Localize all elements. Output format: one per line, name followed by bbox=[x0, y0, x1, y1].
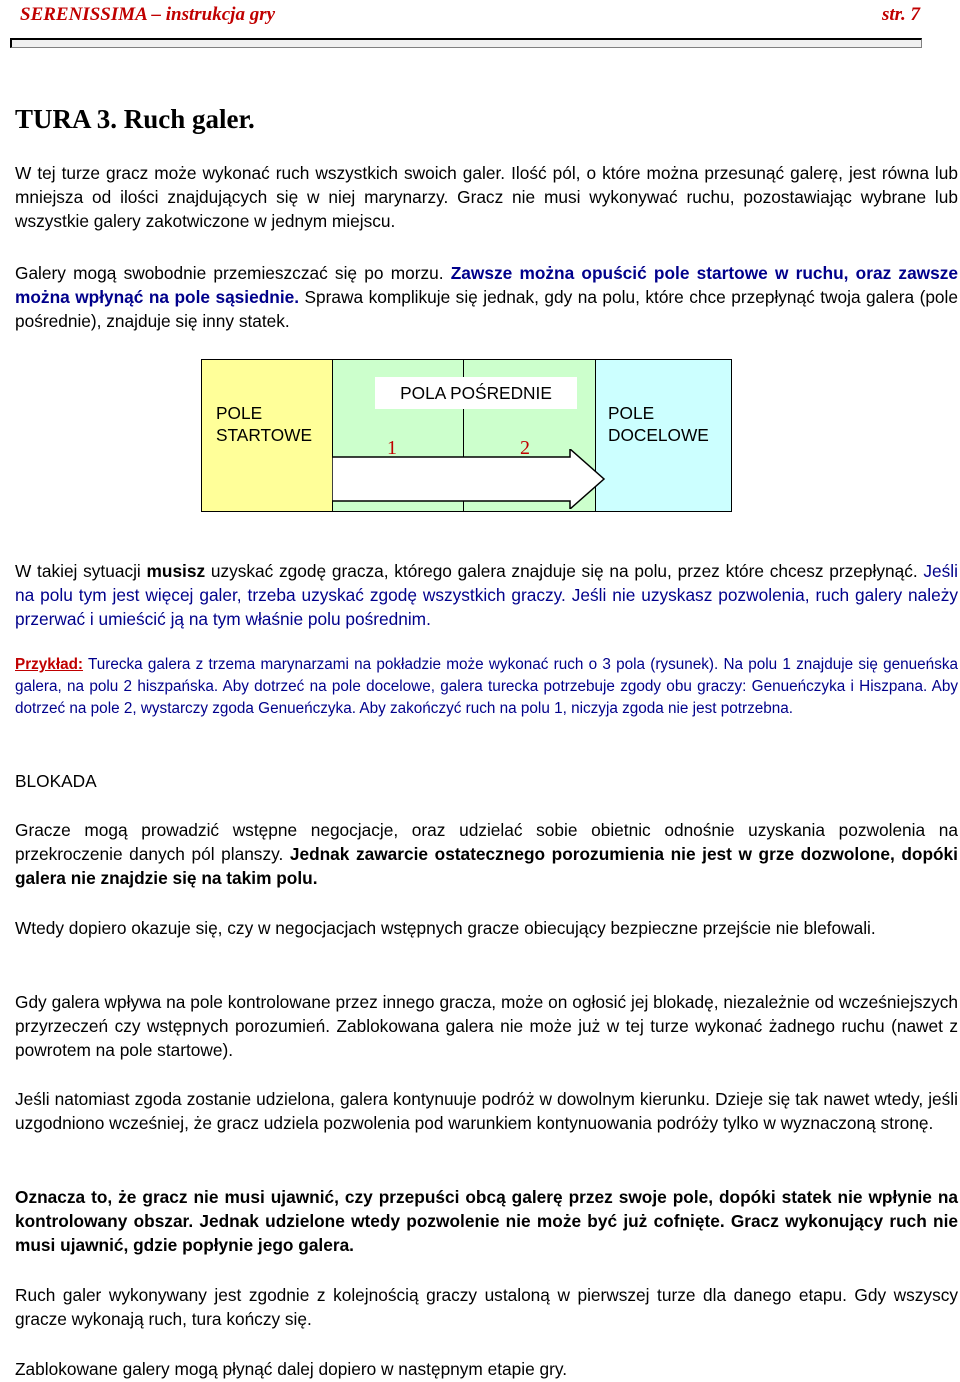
consent-text-d: Jeśli na polu tym jest więcej galer, trzeba uzyskać zgodę wszystkich graczy. Jeśli nie uzyskasz pozwolenia, ruch galery należy przerwać i umieścić ją na tym właśnie polu pośrednim. bbox=[15, 561, 958, 629]
movement-diagram bbox=[201, 359, 732, 512]
field-number-1: 1 bbox=[387, 437, 397, 459]
start-field bbox=[201, 359, 333, 512]
paragraph-disclosure: Oznacza to, że gracz nie musi ujawnić, czy przepuści obcą galerę przez swoje pole, dopóki statek nie wpłynie na kontrolowany obszar. Jednak udzielone wtedy pozwolenie nie może być już cofnięte. Gracz wykonujący ruch nie musi ujawnić, gdzie popłynie jego galera. bbox=[15, 1187, 958, 1255]
paragraph-blockade: Gdy galera wpływa na pole kontrolowane przez innego gracza, może on ogłosić jej blokadę, niezależnie od wcześniejszych przyrzeczeń czy wstępnych porozumień. Zablokowana galera nie może już w tej turze wykonać żadnego ruchu (nawet z powrotem na pole startowe). bbox=[15, 992, 958, 1060]
section-title: TURA 3. Ruch galer. bbox=[15, 104, 255, 134]
target-label-line1: POLE bbox=[608, 403, 655, 423]
consent-text-must: musisz bbox=[146, 561, 206, 581]
paragraph-negotiation bbox=[15, 818, 958, 890]
negotiation-text: Gracze mogą prowadzić wstępne negocjacje, oraz udzielać sobie obietnic odnośnie uzyskania pozwolenia na przekroczenie danych pól planszy. bbox=[15, 820, 958, 864]
movement-arrow-icon bbox=[332, 449, 632, 509]
start-label-line1: POLE bbox=[216, 403, 263, 423]
header-rule bbox=[10, 38, 922, 48]
intermediate-fields-title: POLA POŚREDNIE bbox=[375, 377, 577, 409]
paragraph-movement bbox=[15, 261, 958, 333]
negotiation-rule-bold: Jednak zawarcie ostatecznego porozumienia nie jest w grze dozwolone, dopóki galera nie znajdzie się na takim polu. bbox=[15, 844, 958, 888]
field-number-2: 2 bbox=[520, 437, 530, 459]
consent-text-a: W takiej sytuacji bbox=[15, 561, 141, 581]
example-paragraph bbox=[15, 654, 958, 720]
paragraph-blocked-galleys: Zablokowane galery mogą płynąć dalej dopiero w następnym etapie gry. bbox=[15, 1359, 568, 1379]
paragraph-consent bbox=[15, 559, 958, 631]
paragraph-permission: Jeśli natomiast zgoda zostanie udzielona, galera kontynuuje podróż w dowolnym kierunku. Dzieje się tak nawet wtedy, jeśli uzgodniono wcześniej, że gracz udziela pozwolenia pod warunkiem kontynuowania podróży tylko w wyznaczoną stronę. bbox=[15, 1089, 958, 1133]
target-field-label bbox=[608, 402, 709, 446]
target-label-line2: DOCELOWE bbox=[608, 425, 709, 445]
example-label: Przykład: bbox=[15, 656, 84, 673]
document-title-header: SERENISSIMA – instrukcja gry bbox=[20, 4, 276, 25]
paragraph-intro: W tej turze gracz może wykonać ruch wszystkich swoich galer. Ilość pól, o które można przesunąć galerę, jest równa lub mniejsza od ilości znajdujących się w niej marynarzy. Gracz nie musi wykonywać ruchu, pozostawiając wybrane lub wszystkie galery zakotwiczone w jednym miejscu. bbox=[15, 163, 958, 231]
movement-rule-bold: Zawsze można opuścić pole startowe w ruchu, oraz zawsze można wpłynąć na pole sąsiednie. bbox=[15, 263, 958, 307]
movement-text: Galery mogą swobodnie przemieszczać się po morzu. bbox=[15, 263, 444, 283]
start-label-line2: STARTOWE bbox=[216, 425, 313, 445]
page-header bbox=[20, 4, 920, 30]
paragraph-bluff: Wtedy dopiero okazuje się, czy w negocjacjach wstępnych gracze obiecujący bezpieczne przejście nie blefowali. bbox=[15, 918, 876, 938]
consent-text-c: uzyskać zgodę gracza, którego galera znajduje się na polu, przez które chcesz przepłynąć. bbox=[210, 561, 918, 581]
example-text: Turecka galera z trzema marynarzami na pokładzie może wykonać ruch o 3 pola (rysunek). Na polu 1 znajduje się genueńska galera, na polu 2 hiszpańska. Aby dotrzeć na pole docelowe, galera turecka potrzebuje zgody obu graczy: Genueńczyka i Hiszpana. Aby dotrzeć na pole 2, wystarczy zgoda Genueńczyka. Aby zakończyć ruch na polu 1, niczyja zgoda nie jest potrzebna. bbox=[15, 656, 958, 717]
movement-complication: Sprawa komplikuje się jednak, gdy na polu, które chce przepłynąć twoja galera (pole pośrednie), znajduje się inny statek. bbox=[15, 287, 958, 331]
page-number: str. 7 bbox=[881, 4, 920, 25]
blokada-heading: BLOKADA bbox=[15, 771, 97, 791]
paragraph-order: Ruch galer wykonywany jest zgodnie z kolejnością graczy ustaloną w pierwszej turze dla danego etapu. Gdy wszyscy gracze wykonają ruch, tura kończy się. bbox=[15, 1285, 958, 1329]
start-field-label bbox=[216, 402, 312, 446]
